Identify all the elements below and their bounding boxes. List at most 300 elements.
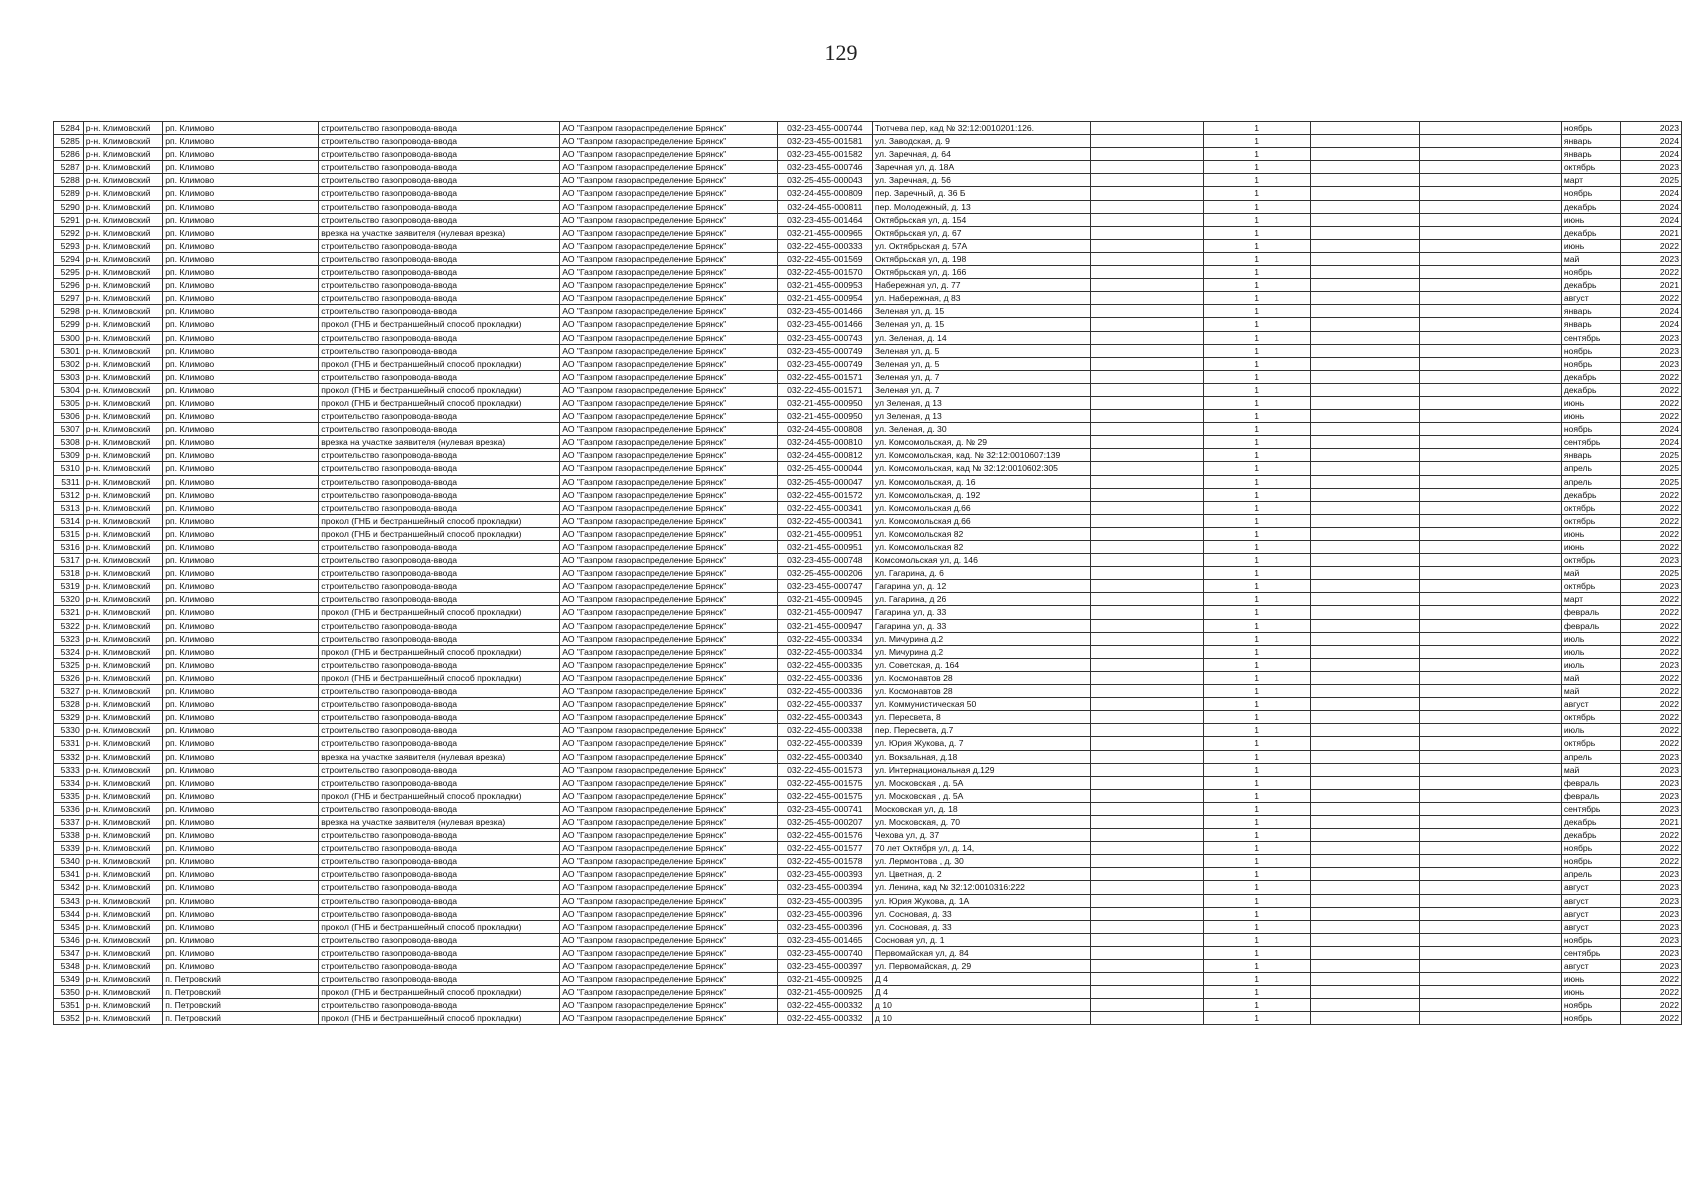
address-cell: Зеленая ул, д. 5 <box>872 357 1091 370</box>
organization-cell: АО "Газпром газораспределение Брянск" <box>560 933 777 946</box>
district-cell: р-н. Климовский <box>83 593 162 606</box>
spacer-a-cell <box>1091 200 1203 213</box>
row-number-cell: 5301 <box>54 344 84 357</box>
organization-cell: АО "Газпром газораспределение Брянск" <box>560 724 777 737</box>
spacer-b-cell <box>1310 619 1419 632</box>
settlement-cell: рп. Климово <box>163 685 319 698</box>
address-cell: ул. Московская, д. 70 <box>872 815 1091 828</box>
row-number-cell: 5326 <box>54 671 84 684</box>
month-cell: сентябрь <box>1561 946 1620 959</box>
table-row <box>54 226 1682 239</box>
month-cell: октябрь <box>1561 737 1620 750</box>
month-cell: ноябрь <box>1561 855 1620 868</box>
settlement-cell: рп. Климово <box>163 842 319 855</box>
address-cell: ул. Комсомольская, д. 192 <box>872 488 1091 501</box>
table-row <box>54 252 1682 265</box>
quantity-cell: 1 <box>1203 868 1310 881</box>
work-type-cell: строительство газопровода-ввода <box>319 410 560 423</box>
spacer-c-cell <box>1420 685 1562 698</box>
organization-cell: АО "Газпром газораспределение Брянск" <box>560 436 777 449</box>
year-cell: 2022 <box>1620 619 1681 632</box>
row-number-cell: 5347 <box>54 946 84 959</box>
application-code-cell: 032-21-455-000950 <box>777 410 872 423</box>
application-code-cell: 032-22-455-000339 <box>777 737 872 750</box>
spacer-b-cell <box>1310 802 1419 815</box>
spacer-c-cell <box>1420 541 1562 554</box>
application-code-cell: 032-24-455-000808 <box>777 423 872 436</box>
spacer-a-cell <box>1091 213 1203 226</box>
application-code-cell: 032-23-455-000397 <box>777 960 872 973</box>
year-cell: 2022 <box>1620 396 1681 409</box>
spacer-c-cell <box>1420 357 1562 370</box>
quantity-cell: 1 <box>1203 501 1310 514</box>
year-cell: 2022 <box>1620 645 1681 658</box>
address-cell: Чехова ул, д. 37 <box>872 829 1091 842</box>
table-row <box>54 514 1682 527</box>
district-cell: р-н. Климовский <box>83 724 162 737</box>
month-cell: май <box>1561 685 1620 698</box>
organization-cell: АО "Газпром газораспределение Брянск" <box>560 187 777 200</box>
page-number: 129 <box>824 40 858 65</box>
settlement-cell: рп. Климово <box>163 829 319 842</box>
spacer-a-cell <box>1091 305 1203 318</box>
month-cell: февраль <box>1561 619 1620 632</box>
organization-cell: АО "Газпром газораспределение Брянск" <box>560 331 777 344</box>
application-code-cell: 032-22-455-001573 <box>777 763 872 776</box>
month-cell: июнь <box>1561 239 1620 252</box>
district-cell: р-н. Климовский <box>83 161 162 174</box>
year-cell: 2023 <box>1620 122 1681 135</box>
spacer-b-cell <box>1310 213 1419 226</box>
district-cell: р-н. Климовский <box>83 671 162 684</box>
district-cell: р-н. Климовский <box>83 619 162 632</box>
month-cell: октябрь <box>1561 501 1620 514</box>
spacer-c-cell <box>1420 829 1562 842</box>
application-code-cell: 032-25-455-000047 <box>777 475 872 488</box>
year-cell: 2023 <box>1620 252 1681 265</box>
application-code-cell: 032-22-455-000341 <box>777 501 872 514</box>
application-code-cell: 032-22-455-000338 <box>777 724 872 737</box>
district-cell: р-н. Климовский <box>83 527 162 540</box>
settlement-cell: рп. Климово <box>163 396 319 409</box>
table-row <box>54 802 1682 815</box>
table-row <box>54 645 1682 658</box>
spacer-a-cell <box>1091 292 1203 305</box>
address-cell: ул. Мичурина д.2 <box>872 632 1091 645</box>
application-code-cell: 032-25-455-000043 <box>777 174 872 187</box>
organization-cell: АО "Газпром газораспределение Брянск" <box>560 148 777 161</box>
spacer-b-cell <box>1310 436 1419 449</box>
spacer-a-cell <box>1091 1012 1203 1025</box>
district-cell: р-н. Климовский <box>83 135 162 148</box>
district-cell: р-н. Климовский <box>83 475 162 488</box>
spacer-a-cell <box>1091 161 1203 174</box>
year-cell: 2022 <box>1620 541 1681 554</box>
district-cell: р-н. Климовский <box>83 933 162 946</box>
work-type-cell: прокол (ГНБ и бестраншейный способ прокладки) <box>319 920 560 933</box>
month-cell: февраль <box>1561 776 1620 789</box>
month-cell: август <box>1561 920 1620 933</box>
row-number-cell: 5320 <box>54 593 84 606</box>
month-cell: июнь <box>1561 541 1620 554</box>
month-cell: ноябрь <box>1561 266 1620 279</box>
address-cell: Зеленая ул, д. 7 <box>872 383 1091 396</box>
table-row <box>54 501 1682 514</box>
table-row <box>54 815 1682 828</box>
spacer-c-cell <box>1420 789 1562 802</box>
application-code-cell: 032-22-455-001576 <box>777 829 872 842</box>
month-cell: август <box>1561 881 1620 894</box>
address-cell: ул. Комсомольская, кад. № 32:12:0010607:139 <box>872 449 1091 462</box>
spacer-a-cell <box>1091 815 1203 828</box>
address-cell: ул. Комсомольская д.66 <box>872 501 1091 514</box>
table-row <box>54 148 1682 161</box>
spacer-b-cell <box>1310 658 1419 671</box>
table-row <box>54 1012 1682 1025</box>
quantity-cell: 1 <box>1203 292 1310 305</box>
row-number-cell: 5284 <box>54 122 84 135</box>
work-type-cell: прокол (ГНБ и бестраншейный способ прокладки) <box>319 318 560 331</box>
spacer-c-cell <box>1420 449 1562 462</box>
spacer-b-cell <box>1310 960 1419 973</box>
settlement-cell: рп. Климово <box>163 658 319 671</box>
year-cell: 2023 <box>1620 658 1681 671</box>
application-code-cell: 032-23-455-000741 <box>777 802 872 815</box>
application-code-cell: 032-22-455-000334 <box>777 632 872 645</box>
month-cell: декабрь <box>1561 829 1620 842</box>
settlement-cell: рп. Климово <box>163 423 319 436</box>
month-cell: август <box>1561 960 1620 973</box>
work-type-cell: строительство газопровода-ввода <box>319 305 560 318</box>
spacer-a-cell <box>1091 711 1203 724</box>
address-cell: ул. Космонавтов 28 <box>872 685 1091 698</box>
work-type-cell: строительство газопровода-ввода <box>319 593 560 606</box>
year-cell: 2024 <box>1620 187 1681 200</box>
organization-cell: АО "Газпром газораспределение Брянск" <box>560 383 777 396</box>
work-type-cell: строительство газопровода-ввода <box>319 711 560 724</box>
month-cell: август <box>1561 698 1620 711</box>
settlement-cell: рп. Климово <box>163 122 319 135</box>
row-number-cell: 5327 <box>54 685 84 698</box>
spacer-c-cell <box>1420 855 1562 868</box>
spacer-a-cell <box>1091 894 1203 907</box>
work-type-cell: строительство газопровода-ввода <box>319 960 560 973</box>
quantity-cell: 1 <box>1203 986 1310 999</box>
settlement-cell: рп. Климово <box>163 881 319 894</box>
month-cell: июнь <box>1561 410 1620 423</box>
spacer-a-cell <box>1091 658 1203 671</box>
quantity-cell: 1 <box>1203 410 1310 423</box>
year-cell: 2024 <box>1620 436 1681 449</box>
month-cell: ноябрь <box>1561 842 1620 855</box>
spacer-a-cell <box>1091 475 1203 488</box>
address-cell: Зеленая ул, д. 15 <box>872 318 1091 331</box>
quantity-cell: 1 <box>1203 200 1310 213</box>
address-cell: Заречная ул, д. 18А <box>872 161 1091 174</box>
spacer-b-cell <box>1310 135 1419 148</box>
spacer-a-cell <box>1091 436 1203 449</box>
organization-cell: АО "Газпром газораспределение Брянск" <box>560 593 777 606</box>
organization-cell: АО "Газпром газораспределение Брянск" <box>560 527 777 540</box>
spacer-a-cell <box>1091 789 1203 802</box>
district-cell: р-н. Климовский <box>83 986 162 999</box>
work-type-cell: прокол (ГНБ и бестраншейный способ прокладки) <box>319 645 560 658</box>
year-cell: 2021 <box>1620 226 1681 239</box>
application-code-cell: 032-21-455-000925 <box>777 973 872 986</box>
row-number-cell: 5346 <box>54 933 84 946</box>
district-cell: р-н. Климовский <box>83 514 162 527</box>
row-number-cell: 5311 <box>54 475 84 488</box>
application-code-cell: 032-23-455-000744 <box>777 122 872 135</box>
settlement-cell: рп. Климово <box>163 933 319 946</box>
spacer-a-cell <box>1091 135 1203 148</box>
district-cell: р-н. Климовский <box>83 815 162 828</box>
table-row <box>54 960 1682 973</box>
district-cell: р-н. Климовский <box>83 960 162 973</box>
address-cell: ул. Комсомольская, д. № 29 <box>872 436 1091 449</box>
application-code-cell: 032-23-455-000746 <box>777 161 872 174</box>
application-code-cell: 032-23-455-000749 <box>777 344 872 357</box>
table-row <box>54 239 1682 252</box>
row-number-cell: 5323 <box>54 632 84 645</box>
spacer-a-cell <box>1091 999 1203 1012</box>
spacer-a-cell <box>1091 239 1203 252</box>
table-row <box>54 266 1682 279</box>
row-number-cell: 5287 <box>54 161 84 174</box>
work-type-cell: врезка на участке заявителя (нулевая врезка) <box>319 436 560 449</box>
year-cell: 2023 <box>1620 933 1681 946</box>
spacer-b-cell <box>1310 423 1419 436</box>
spacer-c-cell <box>1420 920 1562 933</box>
spacer-c-cell <box>1420 999 1562 1012</box>
quantity-cell: 1 <box>1203 999 1310 1012</box>
spacer-c-cell <box>1420 724 1562 737</box>
spacer-a-cell <box>1091 252 1203 265</box>
settlement-cell: рп. Климово <box>163 331 319 344</box>
settlement-cell: рп. Климово <box>163 554 319 567</box>
table-row <box>54 475 1682 488</box>
row-number-cell: 5312 <box>54 488 84 501</box>
district-cell: р-н. Климовский <box>83 148 162 161</box>
application-code-cell: 032-22-455-000334 <box>777 645 872 658</box>
settlement-cell: рп. Климово <box>163 855 319 868</box>
year-cell: 2022 <box>1620 370 1681 383</box>
spacer-b-cell <box>1310 239 1419 252</box>
district-cell: р-н. Климовский <box>83 279 162 292</box>
application-code-cell: 032-22-455-000332 <box>777 1012 872 1025</box>
district-cell: р-н. Климовский <box>83 750 162 763</box>
quantity-cell: 1 <box>1203 344 1310 357</box>
address-cell: ул. Коммунистическая 50 <box>872 698 1091 711</box>
application-code-cell: 032-23-455-000740 <box>777 946 872 959</box>
application-code-cell: 032-23-455-001581 <box>777 135 872 148</box>
row-number-cell: 5297 <box>54 292 84 305</box>
spacer-c-cell <box>1420 475 1562 488</box>
address-cell: ул. Мичурина д.2 <box>872 645 1091 658</box>
district-cell: р-н. Климовский <box>83 331 162 344</box>
application-code-cell: 032-21-455-000954 <box>777 292 872 305</box>
district-cell: р-н. Климовский <box>83 266 162 279</box>
table-row <box>54 829 1682 842</box>
address-cell: ул. Ленина, кад № 32:12:0010316:222 <box>872 881 1091 894</box>
spacer-b-cell <box>1310 881 1419 894</box>
spacer-c-cell <box>1420 763 1562 776</box>
organization-cell: АО "Газпром газораспределение Брянск" <box>560 161 777 174</box>
spacer-b-cell <box>1310 606 1419 619</box>
spacer-a-cell <box>1091 279 1203 292</box>
month-cell: январь <box>1561 318 1620 331</box>
month-cell: июнь <box>1561 396 1620 409</box>
quantity-cell: 1 <box>1203 580 1310 593</box>
spacer-b-cell <box>1310 567 1419 580</box>
address-cell: ул. Космонавтов 28 <box>872 671 1091 684</box>
settlement-cell: рп. Климово <box>163 135 319 148</box>
month-cell: май <box>1561 252 1620 265</box>
application-code-cell: 032-25-455-000207 <box>777 815 872 828</box>
district-cell: р-н. Климовский <box>83 645 162 658</box>
organization-cell: АО "Газпром газораспределение Брянск" <box>560 711 777 724</box>
spacer-b-cell <box>1310 174 1419 187</box>
spacer-c-cell <box>1420 252 1562 265</box>
district-cell: р-н. Климовский <box>83 999 162 1012</box>
address-cell: Комсомольская ул, д. 146 <box>872 554 1091 567</box>
spacer-b-cell <box>1310 973 1419 986</box>
spacer-c-cell <box>1420 226 1562 239</box>
table-row <box>54 410 1682 423</box>
spacer-c-cell <box>1420 279 1562 292</box>
spacer-b-cell <box>1310 685 1419 698</box>
work-type-cell: врезка на участке заявителя (нулевая врезка) <box>319 226 560 239</box>
year-cell: 2022 <box>1620 973 1681 986</box>
organization-cell: АО "Газпром газораспределение Брянск" <box>560 960 777 973</box>
application-code-cell: 032-21-455-000947 <box>777 619 872 632</box>
row-number-cell: 5336 <box>54 802 84 815</box>
quantity-cell: 1 <box>1203 946 1310 959</box>
row-number-cell: 5315 <box>54 527 84 540</box>
spacer-c-cell <box>1420 122 1562 135</box>
quantity-cell: 1 <box>1203 973 1310 986</box>
organization-cell: АО "Газпром газораспределение Брянск" <box>560 894 777 907</box>
month-cell: март <box>1561 593 1620 606</box>
application-code-cell: 032-22-455-001569 <box>777 252 872 265</box>
quantity-cell: 1 <box>1203 279 1310 292</box>
year-cell: 2023 <box>1620 161 1681 174</box>
row-number-cell: 5294 <box>54 252 84 265</box>
spacer-a-cell <box>1091 501 1203 514</box>
spacer-b-cell <box>1310 580 1419 593</box>
row-number-cell: 5290 <box>54 200 84 213</box>
quantity-cell: 1 <box>1203 239 1310 252</box>
settlement-cell: рп. Климово <box>163 724 319 737</box>
application-code-cell: 032-22-455-001571 <box>777 383 872 396</box>
year-cell: 2022 <box>1620 855 1681 868</box>
table-row <box>54 763 1682 776</box>
organization-cell: АО "Газпром газораспределение Брянск" <box>560 344 777 357</box>
row-number-cell: 5352 <box>54 1012 84 1025</box>
year-cell: 2022 <box>1620 606 1681 619</box>
quantity-cell: 1 <box>1203 541 1310 554</box>
row-number-cell: 5289 <box>54 187 84 200</box>
table-row <box>54 868 1682 881</box>
work-type-cell: строительство газопровода-ввода <box>319 370 560 383</box>
year-cell: 2025 <box>1620 475 1681 488</box>
spacer-a-cell <box>1091 829 1203 842</box>
year-cell: 2023 <box>1620 344 1681 357</box>
application-code-cell: 032-24-455-000810 <box>777 436 872 449</box>
year-cell: 2025 <box>1620 449 1681 462</box>
application-code-cell: 032-23-455-000394 <box>777 881 872 894</box>
quantity-cell: 1 <box>1203 933 1310 946</box>
application-code-cell: 032-22-455-000336 <box>777 671 872 684</box>
spacer-b-cell <box>1310 842 1419 855</box>
application-code-cell: 032-23-455-000396 <box>777 920 872 933</box>
row-number-cell: 5341 <box>54 868 84 881</box>
quantity-cell: 1 <box>1203 357 1310 370</box>
district-cell: р-н. Климовский <box>83 488 162 501</box>
month-cell: октябрь <box>1561 711 1620 724</box>
application-code-cell: 032-23-455-001466 <box>777 318 872 331</box>
year-cell: 2023 <box>1620 554 1681 567</box>
work-type-cell: строительство газопровода-ввода <box>319 658 560 671</box>
spacer-c-cell <box>1420 815 1562 828</box>
spacer-b-cell <box>1310 331 1419 344</box>
spacer-a-cell <box>1091 920 1203 933</box>
work-type-cell: строительство газопровода-ввода <box>319 737 560 750</box>
work-type-cell: строительство газопровода-ввода <box>319 213 560 226</box>
spacer-c-cell <box>1420 946 1562 959</box>
month-cell: февраль <box>1561 789 1620 802</box>
month-cell: февраль <box>1561 606 1620 619</box>
table-row <box>54 986 1682 999</box>
district-cell: р-н. Климовский <box>83 501 162 514</box>
address-cell: ул. Зеленая, д. 14 <box>872 331 1091 344</box>
spacer-b-cell <box>1310 187 1419 200</box>
address-cell: Октябрьская ул, д. 67 <box>872 226 1091 239</box>
month-cell: декабрь <box>1561 488 1620 501</box>
organization-cell: АО "Газпром газораспределение Брянск" <box>560 789 777 802</box>
work-type-cell: прокол (ГНБ и бестраншейный способ прокладки) <box>319 1012 560 1025</box>
address-cell: пер. Пересвета, д.7 <box>872 724 1091 737</box>
year-cell: 2022 <box>1620 711 1681 724</box>
table-row <box>54 894 1682 907</box>
address-cell: д 10 <box>872 1012 1091 1025</box>
year-cell: 2022 <box>1620 737 1681 750</box>
month-cell: декабрь <box>1561 279 1620 292</box>
district-cell: р-н. Климовский <box>83 357 162 370</box>
organization-cell: АО "Газпром газораспределение Брянск" <box>560 737 777 750</box>
address-cell: ул. Пересвета, 8 <box>872 711 1091 724</box>
settlement-cell: рп. Климово <box>163 488 319 501</box>
row-number-cell: 5338 <box>54 829 84 842</box>
year-cell: 2023 <box>1620 763 1681 776</box>
quantity-cell: 1 <box>1203 174 1310 187</box>
table-row <box>54 737 1682 750</box>
district-cell: р-н. Климовский <box>83 370 162 383</box>
quantity-cell: 1 <box>1203 488 1310 501</box>
work-type-cell: строительство газопровода-ввода <box>319 501 560 514</box>
spacer-a-cell <box>1091 410 1203 423</box>
spacer-b-cell <box>1310 383 1419 396</box>
work-type-cell: строительство газопровода-ввода <box>319 344 560 357</box>
quantity-cell: 1 <box>1203 135 1310 148</box>
spacer-a-cell <box>1091 685 1203 698</box>
table-row <box>54 396 1682 409</box>
quantity-cell: 1 <box>1203 881 1310 894</box>
spacer-a-cell <box>1091 907 1203 920</box>
month-cell: август <box>1561 292 1620 305</box>
quantity-cell: 1 <box>1203 685 1310 698</box>
district-cell: р-н. Климовский <box>83 632 162 645</box>
